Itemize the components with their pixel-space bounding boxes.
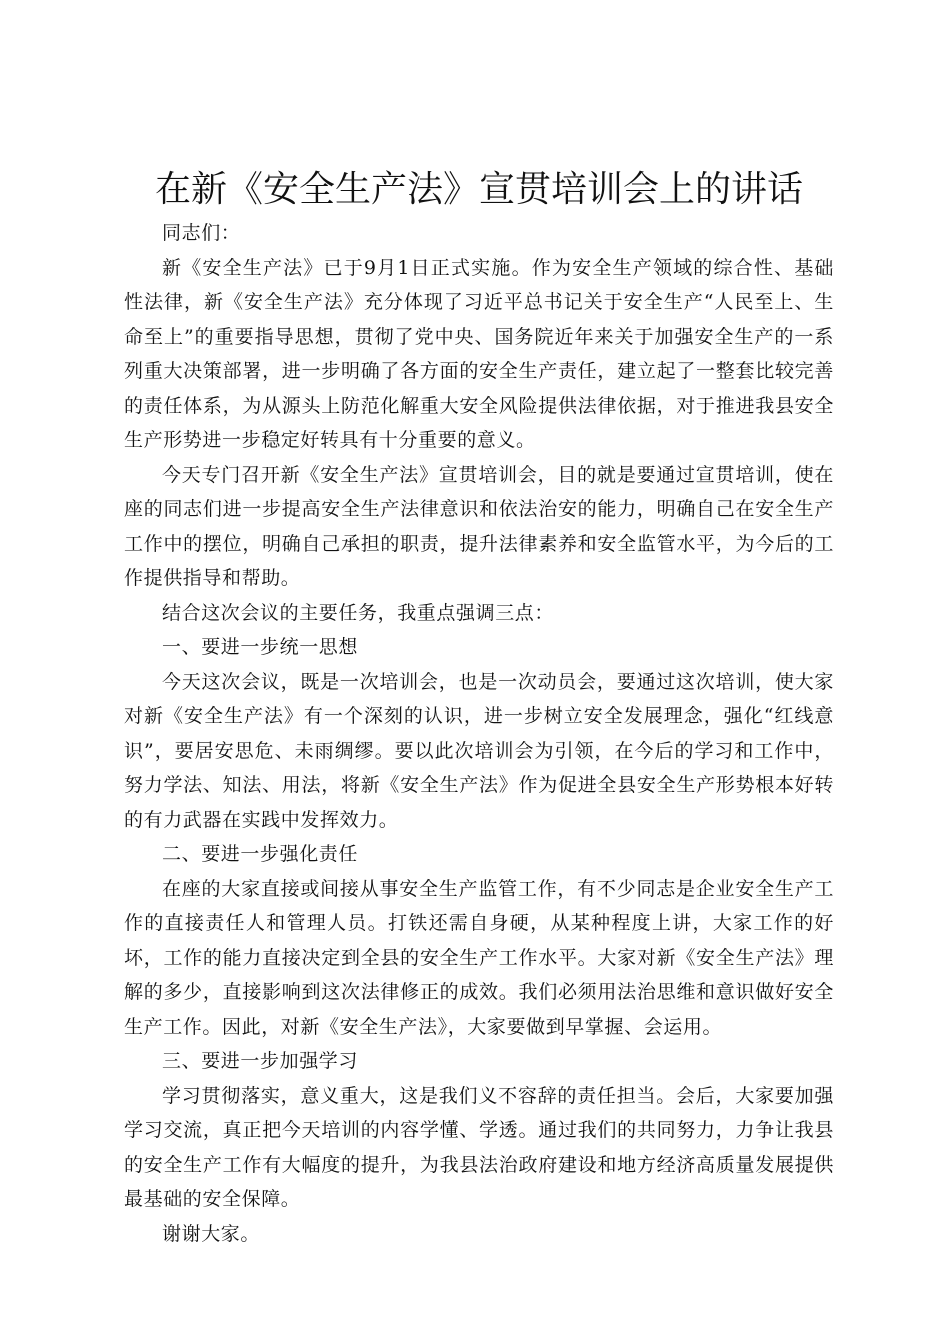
paragraph-intro: 新《安全生产法》已于9月1日正式实施。作为安全生产领域的综合性、基础性法律，新《安全生产法》充分体现了习近平总书记关于安全生产“人民至上、生命至上”的重要指导思想，贯彻了党中央、国务院近年来关于加强安全生产的一系列重大决策部署，进一步明确了各方面的安全生产责任，建立起了一整套比较完善的责任体系，为从源头上防范化解重大安全风险提供法律依据，对于推进我县安全生产形势进一步稳定好转具有十分重要的意义。: [124, 256, 834, 451]
section-body-2: 在座的大家直接或间接从事安全生产监管工作，有不少同志是企业安全生产工作的直接责任人和管理人员。打铁还需自身硬，从某种程度上讲，大家工作的好坏，工作的能力直接决定到全县的安全生产工作水平。大家对新《安全生产法》理解的多少，直接影响到这次法律修正的成效。我们必须用法治思维和意识做好安全生产工作。因此，对新《安全生产法》，大家要做到早掌握、会运用。: [124, 877, 834, 1038]
section-heading-3: 三、要进一步加强学习: [162, 1050, 359, 1072]
closing-remark: 谢谢大家。: [162, 1222, 261, 1245]
section-body-3: 学习贯彻落实，意义重大，这是我们义不容辞的责任担当。会后，大家要加强学习交流，真正把今天培训的内容学懂、学透。通过我们的共同努力，力争让我县的安全生产工作有大幅度的提升，为我县法治政府建设和地方经济高质量发展提供最基础的安全保障。: [124, 1084, 834, 1210]
paragraph-purpose: 今天专门召开新《安全生产法》宣贯培训会，目的就是要通过宣贯培训，使在座的同志们进一步提高安全生产法律意识和依法治安的能力，明确自己在安全生产工作中的摆位，明确自己承担的职责，提升法律素养和安全监管水平，为今后的工作提供指导和帮助。: [124, 463, 834, 589]
paragraph-overview: 结合这次会议的主要任务，我重点强调三点：: [162, 601, 555, 624]
salutation: 同志们：: [162, 222, 241, 244]
document-title: 在新《安全生产法》宣贯培训会上的讲话: [154, 169, 803, 210]
section-heading-1: 一、要进一步统一思想: [162, 636, 359, 658]
document-page: [124, 160, 834, 1251]
section-body-1: 今天这次会议，既是一次培训会，也是一次动员会，要通过这次培训，使大家对新《安全生产法》有一个深刻的认识，进一步树立安全发展理念，强化“红线意识”，要居安思危、未雨绸缪。要以此次培训会为引领，在今后的学习和工作中，努力学法、知法、用法，将新《安全生产法》作为促进全县安全生产形势根本好转的有力武器在实践中发挥效力。: [124, 670, 834, 831]
section-heading-2: 二、要进一步强化责任: [162, 843, 359, 865]
